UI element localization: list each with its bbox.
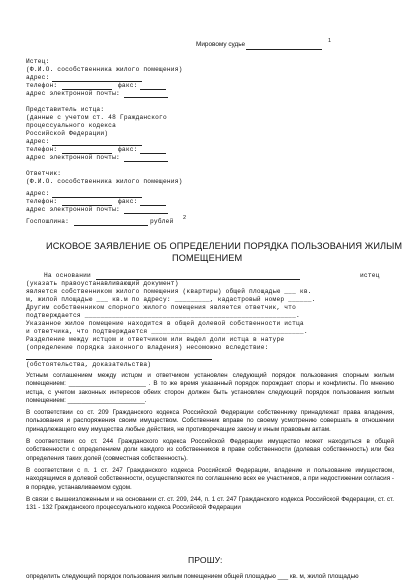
representative-address-line — [52, 139, 142, 146]
intro-line-10: (определение порядка законного владения) несоможно вследствие: — [26, 344, 269, 351]
paragraph-art-247: В соответствии с п. 1 ст. 247 Гражданского кодекса Российской Федерации, владение и пользование имуществом, находящимся в долевой собственности, осуществляются по соглашению всех ее участников, а при недостижении согласия - в порядке, устанавливаемом судом. — [26, 466, 394, 491]
intro-line-8: и ответчика, что подтверждается _______________________________________. — [26, 328, 308, 335]
defendant-address-line — [52, 191, 142, 198]
intro-line-6: подтверждается ______________________________________________________. — [26, 312, 300, 319]
document-title-line2: ПОМЕЩЕНИЕМ — [172, 253, 243, 263]
paragraph-grounds: В связи с вышеизложенным и на основании ст. ст. 209, 244, п. 1 ст. 247 Гражданского кодекса Российской Федерации, ст. ст. 131 - 132 Гражданского процессуального кодекса Российской Федерации — [26, 495, 394, 512]
intro-blank-line — [26, 353, 212, 360]
plaintiff-address-line — [52, 75, 142, 82]
body-paragraphs — [26, 372, 394, 516]
paragraph-art-209: В соответствии со ст. 209 Гражданского кодекса Российской Федерации собственнику принадлежат права владения, пользования и распоряжения своим имуществом. Собственник вправе по своему усмотрению совершать в отношении принадлежащего ему имущества любые действия, не противоречащие закону и иным правовым актам. — [26, 409, 394, 433]
plaintiff-heading: Истец: — [26, 58, 50, 65]
plaintiff-address-label: адрес: — [26, 74, 50, 81]
intro-line-2: (указать правоустанавливающий документ) — [26, 280, 179, 287]
intro-line-1-fill — [96, 273, 300, 280]
fee-footnote: 2 — [183, 215, 187, 221]
representative-fax-label: факс: — [118, 146, 138, 153]
request-item-1: определить следующий порядок пользования жилым помещением общей площадью ___ кв. м, жилой площадью — [26, 573, 359, 580]
request-heading: ПРОШУ: — [188, 555, 223, 565]
intro-line-3: является собственником жилого помещения (квартиры) общей площадью ___ кв. — [26, 288, 312, 295]
plaintiff-fax-line — [140, 83, 166, 90]
plaintiff-phone-label: телефон: — [26, 82, 58, 89]
representative-hint-1: (данные с учетом ст. 48 Гражданского — [26, 114, 167, 121]
intro-line-4: м, жилой площадью ___ кв.м по адресу: _________, кадастровый номер ______. — [26, 296, 316, 303]
paragraph-oral-agreement: Устным соглашением между истцом и ответчиком установлен следующий порядок пользования спорным жилым помещением: ______________________ . В то же время указанный порядок порождает споры и конфликты. По мнению истца, с учетом законных интересов обеих сторон должен быть установлен следующий порядок пользования жилым помещением: ______________________. — [26, 372, 394, 404]
representative-phone-label: телефон: — [26, 146, 58, 153]
paragraph-art-244: В соответствии со ст. 244 Гражданского кодекса Российской Федерации имущество может находиться в общей собственности с определением доли каждого из собственников в праве собственности (долевая собственность) или без определения таких долей (совместная собственность). — [26, 438, 394, 462]
intro-line-9: Разделение между истцом и ответчиком или выдел доли истца в натуре — [26, 336, 285, 343]
representative-hint-2: процессуального кодекса — [26, 122, 117, 129]
plaintiff-fax-label: факс: — [118, 82, 138, 89]
intro-line-5: Другим собственником спорного жилого помещения является ответчик, что — [26, 304, 297, 311]
defendant-phone-label: телефон: — [26, 198, 58, 205]
representative-email-label: адрес электронной почты: — [26, 154, 120, 161]
plaintiff-email-label: адрес электронной почты: — [26, 90, 120, 97]
intro-line-1-end: истец — [360, 272, 380, 279]
defendant-fax-label: факс: — [118, 198, 138, 205]
fee-unit: рублей — [150, 218, 174, 225]
representative-hint-3: Российской Федерации) — [26, 130, 109, 137]
representative-email-line — [124, 155, 168, 162]
defendant-email-label: адрес электронной почты: — [26, 206, 120, 213]
defendant-address-label: адрес: — [26, 190, 50, 197]
court-footnote: 1 — [328, 38, 332, 44]
representative-heading: Представитель истца: — [26, 106, 105, 113]
defendant-heading: Ответчик: — [26, 170, 62, 177]
intro-line-7: Указанное жилое помещение находится в общей долевой собственности истца — [26, 320, 304, 327]
defendant-phone-line — [62, 199, 112, 206]
defendant-email-line — [124, 207, 168, 214]
fee-line — [74, 219, 148, 226]
representative-address-label: адрес: — [26, 138, 50, 145]
fee-label: Госпошлина: — [26, 218, 70, 225]
court-fill-line — [246, 43, 322, 50]
intro-line-1-start: На основании — [44, 272, 91, 279]
representative-phone-line — [62, 147, 112, 154]
defendant-fax-line — [140, 199, 166, 206]
document-title-line1: ИСКОВОЕ ЗАЯВЛЕНИЕ ОБ ОПРЕДЕЛЕНИИ ПОРЯДКА ПОЛЬЗОВАНИЯ ЖИЛЫМ — [46, 241, 403, 251]
plaintiff-name-hint: (Ф.И.О. сособственника жилого помещения) — [26, 66, 183, 73]
court-label: Мировому судье — [196, 41, 246, 48]
intro-line-11: (обстоятельства, доказательства) — [26, 361, 152, 368]
plaintiff-phone-line — [62, 83, 112, 90]
defendant-name-hint: (Ф.И.О. сособственника жилого помещения) — [26, 178, 183, 185]
plaintiff-email-line — [124, 91, 168, 98]
representative-fax-line — [140, 147, 166, 154]
